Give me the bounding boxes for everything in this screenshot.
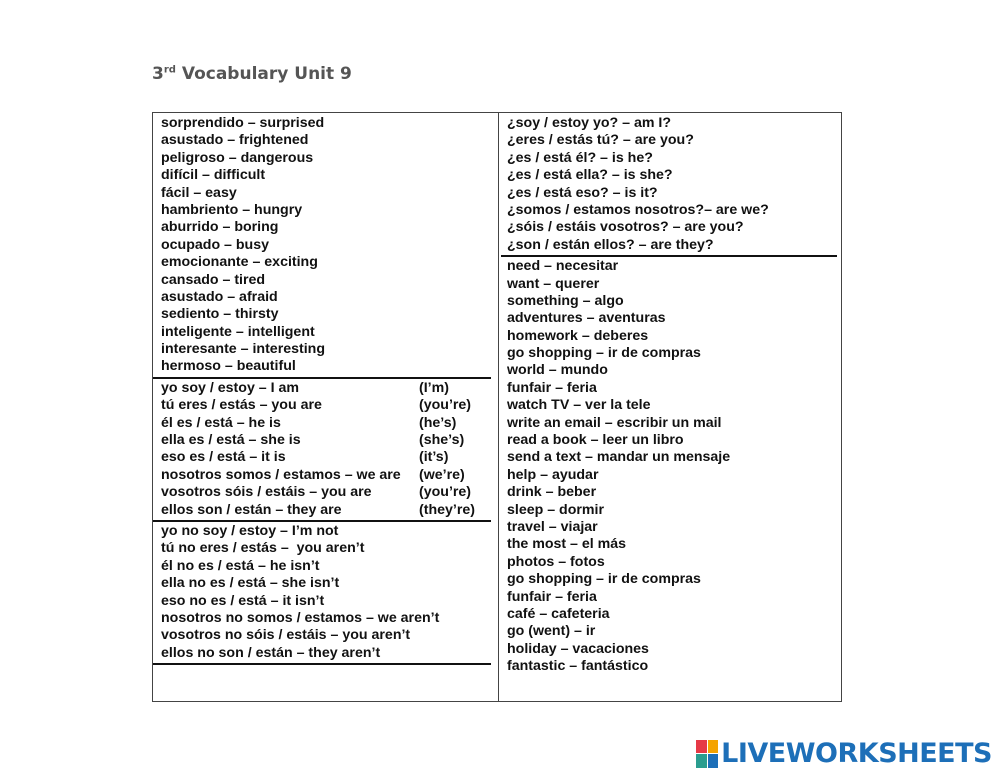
vocabulary-item: world – mundo xyxy=(507,362,608,379)
liveworksheets-logo xyxy=(696,738,992,769)
adjective-item: ocupado – busy xyxy=(161,236,269,253)
adjective-item: aburrido – boring xyxy=(161,219,279,236)
logo-mark-icon xyxy=(696,740,718,768)
contraction: (they’re) xyxy=(419,501,475,518)
negative-item: tú no eres / estás – you aren’t xyxy=(161,540,365,557)
logo-square xyxy=(696,754,707,768)
vocabulary-item: photos – fotos xyxy=(507,553,605,570)
logo-text: LIVEWORKSHEETS xyxy=(721,738,992,769)
affirmative-item xyxy=(161,484,491,501)
vocabulary-item: funfair – feria xyxy=(507,588,597,605)
question-item: ¿es / está él? – is he? xyxy=(507,149,653,166)
affirmative-item xyxy=(161,380,491,397)
vocabulary-item: café – cafeteria xyxy=(507,605,610,622)
negative-item: él no es / está – he isn’t xyxy=(161,557,320,574)
negative-item: vosotros no sóis / estáis – you aren’t xyxy=(161,627,411,644)
affirmative-text: eso es / está – it is xyxy=(161,449,286,466)
adjective-item: asustado – frightened xyxy=(161,132,309,149)
adjective-item: emocionante – exciting xyxy=(161,254,318,271)
adjective-item: inteligente – intelligent xyxy=(161,323,315,340)
vocabulary-item: go (went) – ir xyxy=(507,623,596,640)
adjective-item: peligroso – dangerous xyxy=(161,149,314,166)
contraction: (he’s) xyxy=(419,414,457,431)
vocabulary-item: funfair – feria xyxy=(507,379,597,396)
section-divider xyxy=(153,377,491,379)
contraction: (you’re) xyxy=(419,397,472,414)
affirmative-item xyxy=(161,432,491,449)
adjective-item: asustado – afraid xyxy=(161,288,278,305)
adjective-item: hambriento – hungry xyxy=(161,201,303,218)
affirmative-text: ella es / está – she is xyxy=(161,432,301,449)
vocabulary-item: go shopping – ir de compras xyxy=(507,345,701,362)
vocabulary-item: fantastic – fantástico xyxy=(507,658,649,675)
adjective-item: sediento – thirsty xyxy=(161,306,279,323)
affirmative-text: vosotros sóis / estáis – you are xyxy=(161,484,372,501)
vocabulary-item: sleep – dormir xyxy=(507,501,604,518)
adjective-item: hermoso – beautiful xyxy=(161,358,296,375)
affirmative-item xyxy=(161,397,491,414)
adjective-item: fácil – easy xyxy=(161,184,237,201)
vocabulary-item: write an email – escribir un mail xyxy=(507,414,722,431)
question-item: ¿son / están ellos? – are they? xyxy=(507,236,714,253)
vocabulary-table xyxy=(152,112,842,702)
affirmative-text: nosotros somos / estamos – we are xyxy=(161,466,401,483)
question-item: ¿soy / estoy yo? – am I? xyxy=(507,115,671,131)
affirmative-text: tú eres / estás – you are xyxy=(161,397,322,414)
negative-item: ellos no son / están – they aren’t xyxy=(161,644,381,661)
contraction: (we’re) xyxy=(419,466,465,483)
negative-item: ella no es / está – she isn’t xyxy=(161,575,340,592)
vocabulary-item: send a text – mandar un mensaje xyxy=(507,449,731,466)
negative-item: eso no es / está – it isn’t xyxy=(161,592,325,609)
vocabulary-item: holiday – vacaciones xyxy=(507,640,649,657)
contraction: (it’s) xyxy=(419,449,449,466)
question-item: ¿eres / estás tú? – are you? xyxy=(507,132,694,149)
page-title: 3rd Vocabulary Unit 9 xyxy=(152,64,352,84)
vocabulary-item: drink – beber xyxy=(507,484,597,501)
affirmative-item xyxy=(161,467,491,484)
vocabulary-item: want – querer xyxy=(507,275,600,292)
vocabulary-item: travel – viajar xyxy=(507,518,598,535)
affirmative-text: ellos son / están – they are xyxy=(161,501,342,518)
column-divider xyxy=(498,113,499,701)
section-divider xyxy=(501,255,837,257)
negative-item: nosotros no somos / estamos – we aren’t xyxy=(161,609,440,626)
negative-item: yo no soy / estoy – I’m not xyxy=(161,522,339,539)
vocabulary-item: adventures – aventuras xyxy=(507,310,666,327)
question-item: ¿es / está ella? – is she? xyxy=(507,167,673,184)
adjective-item: cansado – tired xyxy=(161,271,266,288)
section-divider xyxy=(153,520,491,522)
affirmative-text: yo soy / estoy – I am xyxy=(161,379,299,396)
vocabulary-item: go shopping – ir de compras xyxy=(507,571,701,588)
affirmative-item xyxy=(161,415,491,432)
vocabulary-item: the most – el más xyxy=(507,536,627,553)
logo-square xyxy=(708,754,719,768)
question-item: ¿sóis / estáis vosotros? – are you? xyxy=(507,219,744,236)
logo-square xyxy=(696,740,707,754)
affirmative-item xyxy=(161,502,491,519)
right-column xyxy=(507,113,837,676)
vocabulary-item: homework – deberes xyxy=(507,327,649,344)
question-item: ¿es / está eso? – is it? xyxy=(507,184,658,201)
adjective-item: interesante – interesting xyxy=(161,341,325,358)
contraction: (she’s) xyxy=(419,432,465,449)
adjective-item: difícil – difficult xyxy=(161,167,266,184)
vocabulary-item: read a book – leer un libro xyxy=(507,432,684,449)
adjective-item: sorprendido – surprised xyxy=(161,115,325,131)
question-item: ¿somos / estamos nosotros?– are we? xyxy=(507,201,769,218)
contraction: (you’re) xyxy=(419,484,472,501)
left-column xyxy=(161,113,491,666)
affirmative-item xyxy=(161,449,491,466)
contraction: (I’m) xyxy=(419,379,449,396)
logo-square xyxy=(708,740,719,754)
section-divider xyxy=(153,663,491,665)
vocabulary-item: something – algo xyxy=(507,292,624,309)
vocabulary-item: watch TV – ver la tele xyxy=(507,397,651,414)
vocabulary-item: need – necesitar xyxy=(507,258,619,275)
affirmative-text: él es / está – he is xyxy=(161,414,281,431)
vocabulary-item: help – ayudar xyxy=(507,466,599,483)
